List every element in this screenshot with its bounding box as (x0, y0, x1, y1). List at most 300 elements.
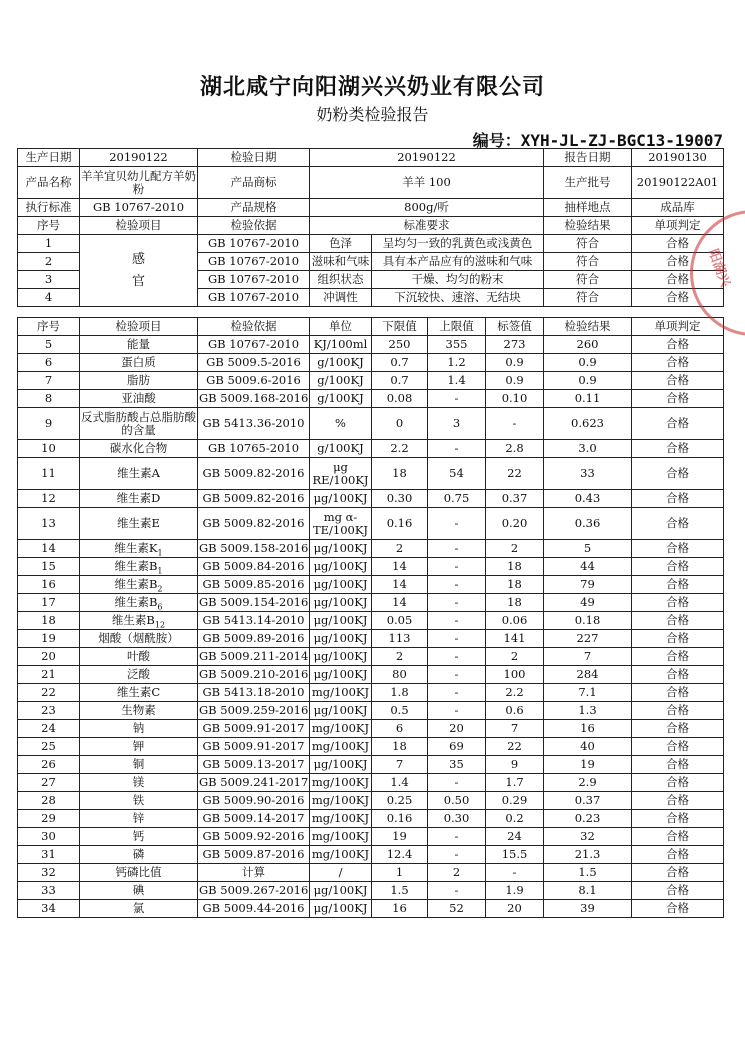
info-sensory-table (17, 148, 724, 307)
nutrient-header-row (18, 318, 724, 336)
test-result: 5 (544, 540, 632, 558)
upper-limit: - (428, 594, 486, 612)
test-result: 79 (544, 576, 632, 594)
lower-limit: 6 (372, 720, 428, 738)
nutrient-table (17, 317, 724, 918)
nutrient-row (18, 576, 724, 594)
row-number: 10 (18, 440, 80, 458)
upper-limit: - (428, 828, 486, 846)
lower-limit: 80 (372, 666, 428, 684)
info-value: 羊羊 100 (310, 167, 544, 199)
item-judgement: 合格 (632, 792, 724, 810)
row-number: 25 (18, 738, 80, 756)
label-value: 18 (486, 558, 544, 576)
test-result: 260 (544, 336, 632, 354)
item-judgement: 合格 (632, 440, 724, 458)
standard-requirement: 具有本产品应有的滋味和气味 (372, 253, 544, 271)
nutrient-row (18, 490, 724, 508)
nutrient-row (18, 390, 724, 408)
upper-limit: - (428, 540, 486, 558)
test-item-label: 维生素B (111, 613, 155, 627)
lower-limit: 12.4 (372, 846, 428, 864)
test-item (80, 810, 198, 828)
label-value: 0.6 (486, 702, 544, 720)
test-basis: GB 10767-2010 (198, 235, 310, 253)
row-number: 9 (18, 408, 80, 440)
unit: mg/100KJ (310, 720, 372, 738)
item-judgement: 合格 (632, 630, 724, 648)
unit: μg/100KJ (310, 666, 372, 684)
subscript: 6 (157, 602, 163, 612)
unit: g/100KJ (310, 390, 372, 408)
nutrient-row (18, 354, 724, 372)
test-item (80, 390, 198, 408)
test-item (80, 440, 198, 458)
unit: mg/100KJ (310, 828, 372, 846)
label-value: 22 (486, 738, 544, 756)
lower-limit: 0.05 (372, 612, 428, 630)
column-header: 上限值 (428, 318, 486, 336)
test-item-label: 维生素B (114, 577, 158, 591)
nutrient-row (18, 702, 724, 720)
test-basis: GB 5009.211-2014 (198, 648, 310, 666)
sensory-attribute: 滋味和气味 (310, 253, 372, 271)
standard-requirement: 干燥、均匀的粉末 (372, 271, 544, 289)
seal-text: 阳湖兴 (704, 247, 733, 290)
item-judgement: 合格 (632, 594, 724, 612)
label-value: 18 (486, 576, 544, 594)
test-basis: GB 5009.14-2017 (198, 810, 310, 828)
lower-limit: 1.5 (372, 882, 428, 900)
test-basis: GB 5413.14-2010 (198, 612, 310, 630)
test-result: 0.37 (544, 792, 632, 810)
lower-limit: 1.8 (372, 684, 428, 702)
lower-limit: 0.25 (372, 792, 428, 810)
test-item-label: 钙 (132, 829, 145, 843)
label-value: - (486, 864, 544, 882)
row-number: 20 (18, 648, 80, 666)
test-basis: GB 5009.82-2016 (198, 508, 310, 540)
info-label: 检验日期 (198, 149, 310, 167)
test-item-label: 氯 (132, 901, 145, 915)
test-result: 227 (544, 630, 632, 648)
label-value: 141 (486, 630, 544, 648)
row-number: 24 (18, 720, 80, 738)
test-item (80, 336, 198, 354)
test-result: 1.3 (544, 702, 632, 720)
label-value: - (486, 408, 544, 440)
row-number: 32 (18, 864, 80, 882)
info-label: 产品规格 (198, 199, 310, 217)
nutrient-row (18, 540, 724, 558)
test-basis: GB 5009.158-2016 (198, 540, 310, 558)
test-item-label: 亚油酸 (121, 391, 156, 405)
column-header: 检验结果 (544, 217, 632, 235)
label-value: 0.2 (486, 810, 544, 828)
label-value: 0.29 (486, 792, 544, 810)
info-row (18, 149, 724, 167)
nutrient-row (18, 594, 724, 612)
test-basis: GB 10767-2010 (198, 253, 310, 271)
nutrient-row (18, 810, 724, 828)
lower-limit: 0.7 (372, 354, 428, 372)
unit: / (310, 864, 372, 882)
info-value: 羊羊宜贝幼儿配方羊奶粉 (80, 167, 198, 199)
test-item (80, 900, 198, 918)
item-judgement: 合格 (632, 648, 724, 666)
item-judgement: 合格 (632, 540, 724, 558)
test-item-label: 磷 (132, 847, 145, 861)
unit: mg/100KJ (310, 684, 372, 702)
label-value: 7 (486, 720, 544, 738)
test-result: 40 (544, 738, 632, 756)
report-number: 编号：XYH-JL-ZJ-BGC13-19007 (472, 131, 723, 150)
nutrient-row (18, 648, 724, 666)
column-header: 单项判定 (632, 318, 724, 336)
upper-limit: - (428, 558, 486, 576)
row-number: 5 (18, 336, 80, 354)
test-item-label: 脂肪 (127, 373, 150, 387)
row-number: 6 (18, 354, 80, 372)
test-item (80, 648, 198, 666)
test-item (80, 612, 198, 630)
item-judgement: 合格 (632, 612, 724, 630)
label-value: 2.2 (486, 684, 544, 702)
test-item-label: 烟酸（烟酰胺） (98, 631, 179, 645)
item-judgement: 合格 (632, 684, 724, 702)
row-number: 12 (18, 490, 80, 508)
lower-limit: 19 (372, 828, 428, 846)
column-header: 序号 (18, 318, 80, 336)
test-item (80, 666, 198, 684)
lower-limit: 16 (372, 900, 428, 918)
row-number: 28 (18, 792, 80, 810)
upper-limit: - (428, 630, 486, 648)
info-label: 抽样地点 (544, 199, 632, 217)
test-item-label: 钠 (132, 721, 145, 735)
info-label: 执行标准 (18, 199, 80, 217)
test-result: 符合 (544, 289, 632, 307)
lower-limit: 14 (372, 576, 428, 594)
row-number: 22 (18, 684, 80, 702)
upper-limit: 0.50 (428, 792, 486, 810)
test-result: 3.0 (544, 440, 632, 458)
item-judgement: 合格 (632, 253, 724, 271)
test-item-label: 反式脂肪酸占总脂肪酸的含量 (81, 409, 196, 437)
sensory-header-row (18, 217, 724, 235)
test-result: 0.23 (544, 810, 632, 828)
test-item-label: 锌 (132, 811, 145, 825)
nutrient-row (18, 372, 724, 390)
lower-limit: 250 (372, 336, 428, 354)
column-header: 标准要求 (310, 217, 544, 235)
unit: g/100KJ (310, 354, 372, 372)
upper-limit: 355 (428, 336, 486, 354)
upper-limit: - (428, 702, 486, 720)
lower-limit: 7 (372, 756, 428, 774)
upper-limit: 35 (428, 756, 486, 774)
test-result: 0.36 (544, 508, 632, 540)
test-item-label: 碳水化合物 (109, 441, 168, 455)
column-header: 检验项目 (80, 318, 198, 336)
upper-limit: 54 (428, 458, 486, 490)
test-basis: GB 5009.92-2016 (198, 828, 310, 846)
row-number: 30 (18, 828, 80, 846)
item-judgement: 合格 (632, 846, 724, 864)
upper-limit: - (428, 648, 486, 666)
column-header: 检验结果 (544, 318, 632, 336)
row-number: 16 (18, 576, 80, 594)
test-result: 21.3 (544, 846, 632, 864)
nutrient-row (18, 630, 724, 648)
upper-limit: - (428, 508, 486, 540)
row-number: 1 (18, 235, 80, 253)
test-item (80, 630, 198, 648)
test-item-label: 叶酸 (127, 649, 150, 663)
nutrient-row (18, 900, 724, 918)
lower-limit: 0.16 (372, 810, 428, 828)
column-header: 序号 (18, 217, 80, 235)
test-result: 33 (544, 458, 632, 490)
row-number: 2 (18, 253, 80, 271)
item-judgement: 合格 (632, 666, 724, 684)
test-item (80, 846, 198, 864)
upper-limit: 20 (428, 720, 486, 738)
test-item-label: 钾 (132, 739, 145, 753)
unit: μg/100KJ (310, 558, 372, 576)
upper-limit: 2 (428, 864, 486, 882)
test-result: 2.9 (544, 774, 632, 792)
item-judgement: 合格 (632, 390, 724, 408)
unit: g/100KJ (310, 440, 372, 458)
test-result: 284 (544, 666, 632, 684)
info-value: 成品库 (632, 199, 724, 217)
test-result: 符合 (544, 253, 632, 271)
test-item (80, 882, 198, 900)
sensory-attribute: 色泽 (310, 235, 372, 253)
test-result: 44 (544, 558, 632, 576)
nutrient-row (18, 720, 724, 738)
lower-limit: 1 (372, 864, 428, 882)
subscript: 1 (157, 548, 163, 558)
test-basis: GB 5009.13-2017 (198, 756, 310, 774)
label-value: 100 (486, 666, 544, 684)
test-item (80, 864, 198, 882)
row-number: 7 (18, 372, 80, 390)
label-value: 18 (486, 594, 544, 612)
row-number: 15 (18, 558, 80, 576)
test-item-label: 维生素C (116, 685, 161, 699)
unit: mg/100KJ (310, 792, 372, 810)
test-basis: GB 5009.85-2016 (198, 576, 310, 594)
sensory-attribute: 组织状态 (310, 271, 372, 289)
column-header: 检验项目 (80, 217, 198, 235)
item-judgement: 合格 (632, 458, 724, 490)
test-item (80, 558, 198, 576)
info-row (18, 199, 724, 217)
info-value: 20190122A01 (632, 167, 724, 199)
lower-limit: 14 (372, 594, 428, 612)
test-item (80, 738, 198, 756)
test-result: 16 (544, 720, 632, 738)
info-label: 生产日期 (18, 149, 80, 167)
label-value: 24 (486, 828, 544, 846)
test-result: 32 (544, 828, 632, 846)
upper-limit: - (428, 882, 486, 900)
test-basis: GB 5009.91-2017 (198, 720, 310, 738)
test-result: 8.1 (544, 882, 632, 900)
lower-limit: 2 (372, 648, 428, 666)
item-judgement: 合格 (632, 576, 724, 594)
item-judgement: 合格 (632, 900, 724, 918)
test-item (80, 756, 198, 774)
test-basis: GB 5009.5-2016 (198, 354, 310, 372)
row-number: 8 (18, 390, 80, 408)
nutrient-row (18, 684, 724, 702)
test-item (80, 594, 198, 612)
row-number: 33 (18, 882, 80, 900)
info-label: 产品名称 (18, 167, 80, 199)
row-number: 34 (18, 900, 80, 918)
upper-limit: 69 (428, 738, 486, 756)
info-label: 生产批号 (544, 167, 632, 199)
test-basis: GB 5009.259-2016 (198, 702, 310, 720)
upper-limit: - (428, 576, 486, 594)
nutrient-row (18, 756, 724, 774)
test-item (80, 684, 198, 702)
test-basis: GB 5009.91-2017 (198, 738, 310, 756)
item-judgement: 合格 (632, 810, 724, 828)
test-item-label: 维生素A (117, 466, 160, 480)
item-judgement: 合格 (632, 235, 724, 253)
nutrient-row (18, 440, 724, 458)
row-number: 13 (18, 508, 80, 540)
nutrient-row (18, 774, 724, 792)
label-value: 0.9 (486, 372, 544, 390)
item-judgement: 合格 (632, 336, 724, 354)
sensory-item-label: 感 官 (80, 235, 198, 307)
info-label: 产品商标 (198, 167, 310, 199)
test-item-label: 能量 (127, 337, 150, 351)
upper-limit: - (428, 390, 486, 408)
lower-limit: 0.16 (372, 508, 428, 540)
unit: % (310, 408, 372, 440)
label-value: 9 (486, 756, 544, 774)
test-item (80, 720, 198, 738)
item-judgement: 合格 (632, 756, 724, 774)
unit: mg/100KJ (310, 846, 372, 864)
nutrient-row (18, 792, 724, 810)
label-value: 2.8 (486, 440, 544, 458)
upper-limit: - (428, 684, 486, 702)
test-item (80, 540, 198, 558)
unit: mg/100KJ (310, 774, 372, 792)
item-judgement: 合格 (632, 508, 724, 540)
upper-limit: - (428, 666, 486, 684)
item-judgement: 合格 (632, 828, 724, 846)
unit: μg RE/100KJ (310, 458, 372, 490)
info-value: 20190122 (80, 149, 198, 167)
label-value: 273 (486, 336, 544, 354)
unit: μg/100KJ (310, 490, 372, 508)
nutrient-row (18, 508, 724, 540)
unit: mg/100KJ (310, 738, 372, 756)
column-header: 单项判定 (632, 217, 724, 235)
unit: μg/100KJ (310, 594, 372, 612)
lower-limit: 0.5 (372, 702, 428, 720)
subscript: 1 (157, 566, 163, 576)
row-number: 19 (18, 630, 80, 648)
nutrient-row (18, 828, 724, 846)
upper-limit: 1.4 (428, 372, 486, 390)
item-judgement: 合格 (632, 372, 724, 390)
nutrient-row (18, 864, 724, 882)
lower-limit: 0 (372, 408, 428, 440)
upper-limit: - (428, 774, 486, 792)
row-number: 27 (18, 774, 80, 792)
unit: μg/100KJ (310, 648, 372, 666)
unit: μg/100KJ (310, 540, 372, 558)
test-item-label: 碘 (132, 883, 145, 897)
test-basis: GB 5009.267-2016 (198, 882, 310, 900)
info-row (18, 167, 724, 199)
row-number: 18 (18, 612, 80, 630)
test-item-label: 蛋白质 (121, 355, 156, 369)
label-value: 15.5 (486, 846, 544, 864)
item-judgement: 合格 (632, 702, 724, 720)
test-result: 39 (544, 900, 632, 918)
item-judgement: 合格 (632, 271, 724, 289)
test-item-label: 泛酸 (127, 667, 150, 681)
label-value: 2 (486, 540, 544, 558)
column-header: 标签值 (486, 318, 544, 336)
label-value: 0.37 (486, 490, 544, 508)
label-value: 1.9 (486, 882, 544, 900)
test-item (80, 458, 198, 490)
info-value: 20190130 (632, 149, 724, 167)
test-item-label: 生物素 (121, 703, 156, 717)
report-title: 奶粉类检验报告 (316, 105, 429, 124)
row-number: 29 (18, 810, 80, 828)
upper-limit: 0.75 (428, 490, 486, 508)
test-basis: GB 5009.82-2016 (198, 458, 310, 490)
unit: μg/100KJ (310, 702, 372, 720)
test-basis: GB 5009.90-2016 (198, 792, 310, 810)
test-basis: GB 5009.44-2016 (198, 900, 310, 918)
label-value: 1.7 (486, 774, 544, 792)
test-basis: GB 5009.210-2016 (198, 666, 310, 684)
test-result: 0.9 (544, 354, 632, 372)
info-label: 报告日期 (544, 149, 632, 167)
test-basis: GB 5413.36-2010 (198, 408, 310, 440)
test-basis: GB 5009.84-2016 (198, 558, 310, 576)
lower-limit: 2 (372, 540, 428, 558)
test-basis: GB 5009.168-2016 (198, 390, 310, 408)
standard-requirement: 下沉较快、速溶、无结块 (372, 289, 544, 307)
sensory-attribute: 冲调性 (310, 289, 372, 307)
test-item-label: 镁 (132, 775, 145, 789)
lower-limit: 0.30 (372, 490, 428, 508)
test-result: 0.43 (544, 490, 632, 508)
column-header: 下限值 (372, 318, 428, 336)
info-value: GB 10767-2010 (80, 199, 198, 217)
test-item-label: 钙磷比值 (115, 865, 162, 879)
test-basis: GB 10767-2010 (198, 271, 310, 289)
test-item (80, 354, 198, 372)
unit: μg/100KJ (310, 576, 372, 594)
item-judgement: 合格 (632, 558, 724, 576)
test-result: 0.18 (544, 612, 632, 630)
